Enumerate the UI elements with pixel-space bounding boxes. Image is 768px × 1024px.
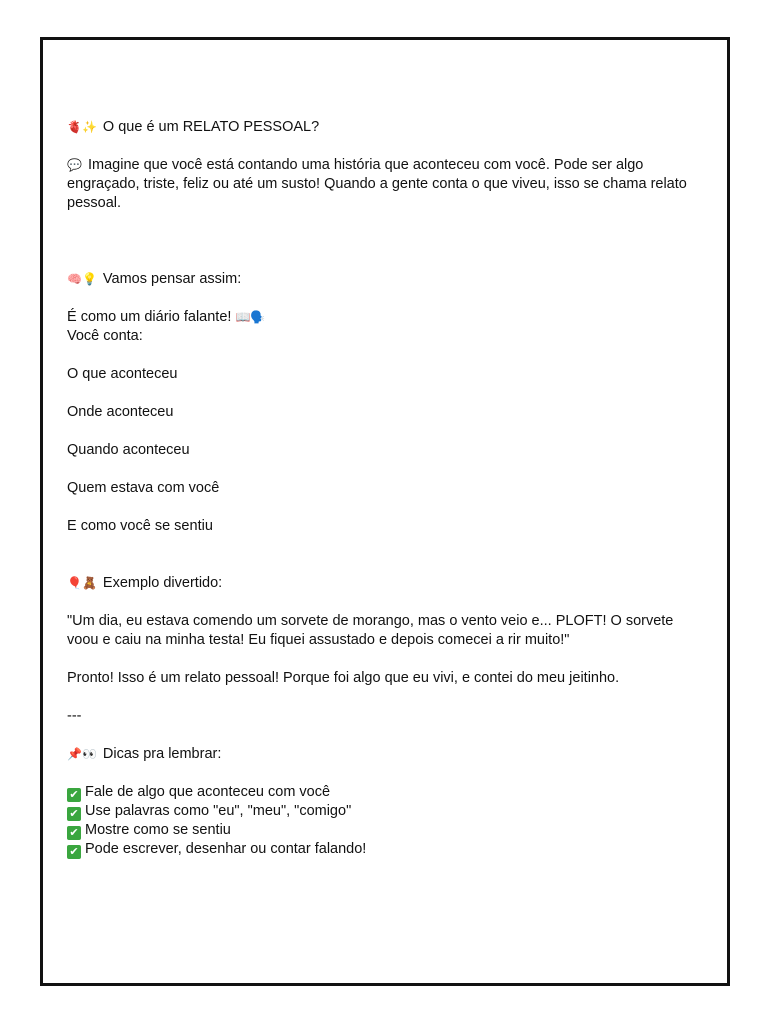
think-heading-text: Vamos pensar assim:: [102, 271, 242, 287]
check-icon: ✔: [67, 826, 81, 840]
document-title: O que é um RELATO PESSOAL?: [102, 119, 320, 135]
example-heading: [67, 574, 707, 593]
speech-bubble-icon: 💬: [67, 158, 82, 172]
intro-paragraph: [67, 156, 707, 213]
document-content: [67, 118, 707, 859]
example-heading-text: Exemplo divertido:: [102, 575, 223, 591]
list-item: Quando aconteceu: [67, 442, 190, 458]
list-item: Quem estava com você: [67, 480, 220, 496]
tip-item: [67, 783, 707, 802]
think-heading: [67, 270, 707, 289]
check-icon: ✔: [67, 845, 81, 859]
tip-item: [67, 802, 707, 821]
tip-text: Fale de algo que aconteceu com você: [85, 784, 331, 800]
example-quote: "Um dia, eu estava comendo um sorvete de morango, mas o vento veio e... PLOFT! O sorvete voou e caiu na minha testa! Eu fiquei assustado e depois comecei a rir muito!": [67, 613, 674, 648]
book-speaking-icon: 📖🗣️: [235, 310, 266, 324]
list-item: O que aconteceu: [67, 366, 178, 382]
list-item: E como você se sentiu: [67, 518, 213, 534]
check-icon: ✔: [67, 788, 81, 802]
tip-text: Mostre como se sentiu: [85, 822, 231, 838]
tip-item: [67, 821, 707, 840]
brain-lightbulb-icon: 🧠💡: [67, 272, 97, 286]
tip-text: Pode escrever, desenhar ou contar falando!: [85, 841, 367, 857]
pushpin-eyes-icon: 📌👀: [67, 747, 97, 761]
tips-heading-text: Dicas pra lembrar:: [102, 746, 222, 762]
separator: ---: [67, 708, 82, 724]
intro-text: Imagine que você está contando uma história que aconteceu com você. Pode ser algo engraçado, triste, feliz ou até um susto! Quando a gente conta o que viveu, isso se chama relato pessoal.: [67, 157, 687, 211]
title-line: [67, 118, 707, 137]
balloon-teddy-icon: 🎈🧸: [67, 576, 97, 590]
heart-sparkles-icon: 🫀✨: [67, 120, 97, 134]
tip-item: [67, 840, 707, 859]
example-conclusion: Pronto! Isso é um relato pessoal! Porque foi algo que eu vivi, e contei do meu jeitinho.: [67, 670, 620, 686]
tip-text: Use palavras como "eu", "meu", "comigo": [85, 803, 352, 819]
diary-text: É como um diário falante!: [67, 309, 232, 325]
conta-label: Você conta:: [67, 328, 143, 344]
tips-heading: [67, 745, 707, 764]
diary-line: [67, 308, 707, 327]
list-item: Onde aconteceu: [67, 404, 174, 420]
check-icon: ✔: [67, 807, 81, 821]
